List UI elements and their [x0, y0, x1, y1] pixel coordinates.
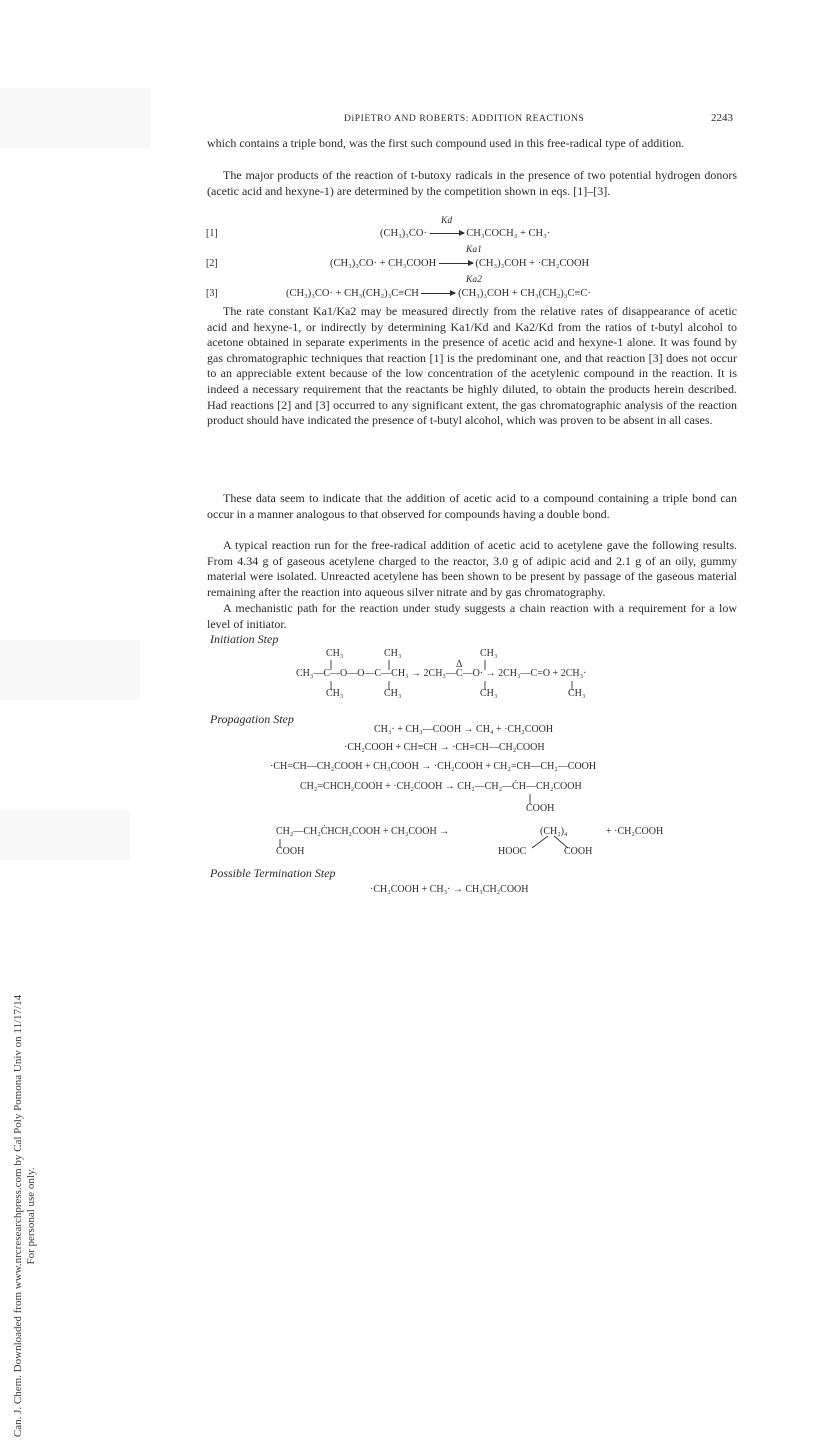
init-top-ch3-1: CH₃: [326, 648, 344, 659]
propagation-heading: Propagation Step: [210, 712, 294, 726]
eq3-left: (CH₃)₃CO· + CH₃(CH₂)₃C≡CH: [286, 288, 419, 299]
prop-product-cooh: COOH: [564, 846, 593, 857]
eq1-rate-constant: Kd: [441, 216, 453, 226]
download-notice: [12, 981, 38, 1451]
eq1-right: CH₃COCH₃ + CH₃·: [466, 228, 551, 239]
eq2-number: [2]: [206, 258, 218, 269]
prop-product-hooc: HOOC: [498, 846, 527, 857]
init-bot-ch3-4: CH₃: [568, 688, 586, 699]
eq1-number: [1]: [206, 228, 218, 239]
paragraph-1: which contains a triple bond, was the first such compound used in this free-radical type of addition.: [207, 136, 685, 150]
paragraph-4: These data seem to indicate that the addition of acetic acid to a compound containing a triple bond can occur in a manner analogous to that observed for compounds having a double bond.: [207, 491, 737, 521]
reaction-arrow-icon: [421, 293, 455, 294]
eq1-left: (CH₃)₃CO·: [380, 228, 427, 239]
scan-artifact: [0, 640, 140, 700]
init-main: CH₃—C—O—O—C—CH₃ → 2CH₃—C—O· → 2CH₃—C=O + 2CH₃·: [296, 668, 587, 679]
scan-artifact: [0, 88, 150, 148]
prop-line-5-radical: + ·CH₂COOH: [606, 826, 664, 837]
prop-line-5: CH₂—CH₂ĊHCH₂COOH + CH₃COOH →: [276, 826, 450, 837]
page-number: 2243: [711, 112, 733, 124]
eq1: [380, 228, 550, 239]
eq3-number: [3]: [206, 288, 218, 299]
download-notice-line1: Can. J. Chem. Downloaded from www.nrcresearchpress.com by Cal Poly Pomona Univ on 11/17/14: [12, 994, 24, 1438]
paragraph-6: A mechanistic path for the reaction under study suggests a chain reaction with a requirement for a low level of initiator.: [207, 601, 737, 631]
prop-product-ch2-4: (CH₂)₄: [540, 826, 568, 837]
reaction-arrow-icon: [439, 263, 473, 264]
init-top-ch3-3: CH₃: [480, 648, 498, 659]
eq2-left: (CH₃)₃CO· + CH₃COOH: [330, 258, 437, 269]
prop-line-3: ·CH=CH—CH₂COOH + CH₃COOH → ·CH₂COOH + CH₂=CH—CH₂—COOH: [270, 761, 597, 772]
init-delta: Δ: [456, 659, 463, 670]
init-bot-ch3-2: CH₃: [384, 688, 402, 699]
initiation-heading: Initiation Step: [210, 632, 279, 646]
scan-artifact: [0, 810, 130, 860]
init-bot-ch3-3: CH₃: [480, 688, 498, 699]
prop-line-4: CH₂=CHCH₂COOH + ·CH₂COOH → CH₂—CH₂—ĊH—CH₂COOH: [300, 781, 582, 792]
bond-lines: [270, 640, 690, 870]
prop-line-5-cooh: COOH: [276, 846, 305, 857]
termination-heading: Possible Termination Step: [210, 866, 336, 880]
eq3: [286, 288, 591, 299]
prop-line-2: ·CH₂COOH + CH≡CH → ·CH=CH—CH₂COOH: [344, 742, 545, 753]
paragraph-3: The rate constant Ka1/Ka2 may be measured directly from the relative rates of disappearance of acetic acid and hexyne-1, or indirectly by determining Ka1/Kd and Ka2/Kd from the ratios of t-butyl alcohol to acetone obtained in separate experiments in the presence of acetic acid and hexyne-1 alone. It was found by gas chromatographic techniques that reaction [1] is the predominant one, and that reaction [3] does not occur to an appreciable extent because of the low concentration of the acetylenic compound in the reaction. It is indeed a necessary requirement that the reactants be highly diluted, to obtain the products herein described. Had reactions [2] and [3] occurred to any significant extent, the gas chromatographic analysis of the reaction product should have indicated the presence of t-butyl alcohol, which was proven to be absent in all cases.: [207, 304, 737, 428]
init-top-ch3-2: CH₃: [384, 648, 402, 659]
paragraph-2: The major products of the reaction of t-butoxy radicals in the presence of two potential hydrogen donors (acetic acid and hexyne-1) are determined by the competition shown in eqs. [1]–[3].: [207, 168, 737, 198]
term-line-1: ·CH₂COOH + CH₃· → CH₃CH₂COOH: [370, 884, 529, 895]
eq2-rate-constant: Ka1: [466, 245, 482, 255]
eq2: [330, 258, 589, 269]
init-bot-ch3-1: CH₃: [326, 688, 344, 699]
download-notice-line2: For personal use only.: [25, 1167, 37, 1265]
running-head: DiPIETRO AND ROBERTS: ADDITION REACTIONS: [344, 114, 585, 124]
reaction-arrow-icon: [430, 233, 464, 234]
eq2-right: (CH₃)₃COH + ·CH₂COOH: [475, 258, 590, 269]
eq3-rate-constant: Ka2: [466, 275, 482, 285]
paragraph-5: A typical reaction run for the free-radical addition of acetic acid to acetylene gave the following results. From 4.34 g of gaseous acetylene charged to the reactor, 3.0 g of adipic acid and 2.1 g of an oily, gummy material were isolated. Unreacted acetylene has been shown to be present by passage of the gaseous material remaining after the reaction into aqueous silver nitrate and by gas chromatography.: [207, 538, 737, 599]
eq3-right: (CH₃)₃COH + CH₃(CH₂)₃C≡C·: [458, 288, 591, 299]
prop-line-4-cooh: COOH: [526, 803, 555, 814]
prop-line-1: CH₃· + CH₃—COOH → CH₄ + ·CH₂COOH: [374, 724, 554, 735]
